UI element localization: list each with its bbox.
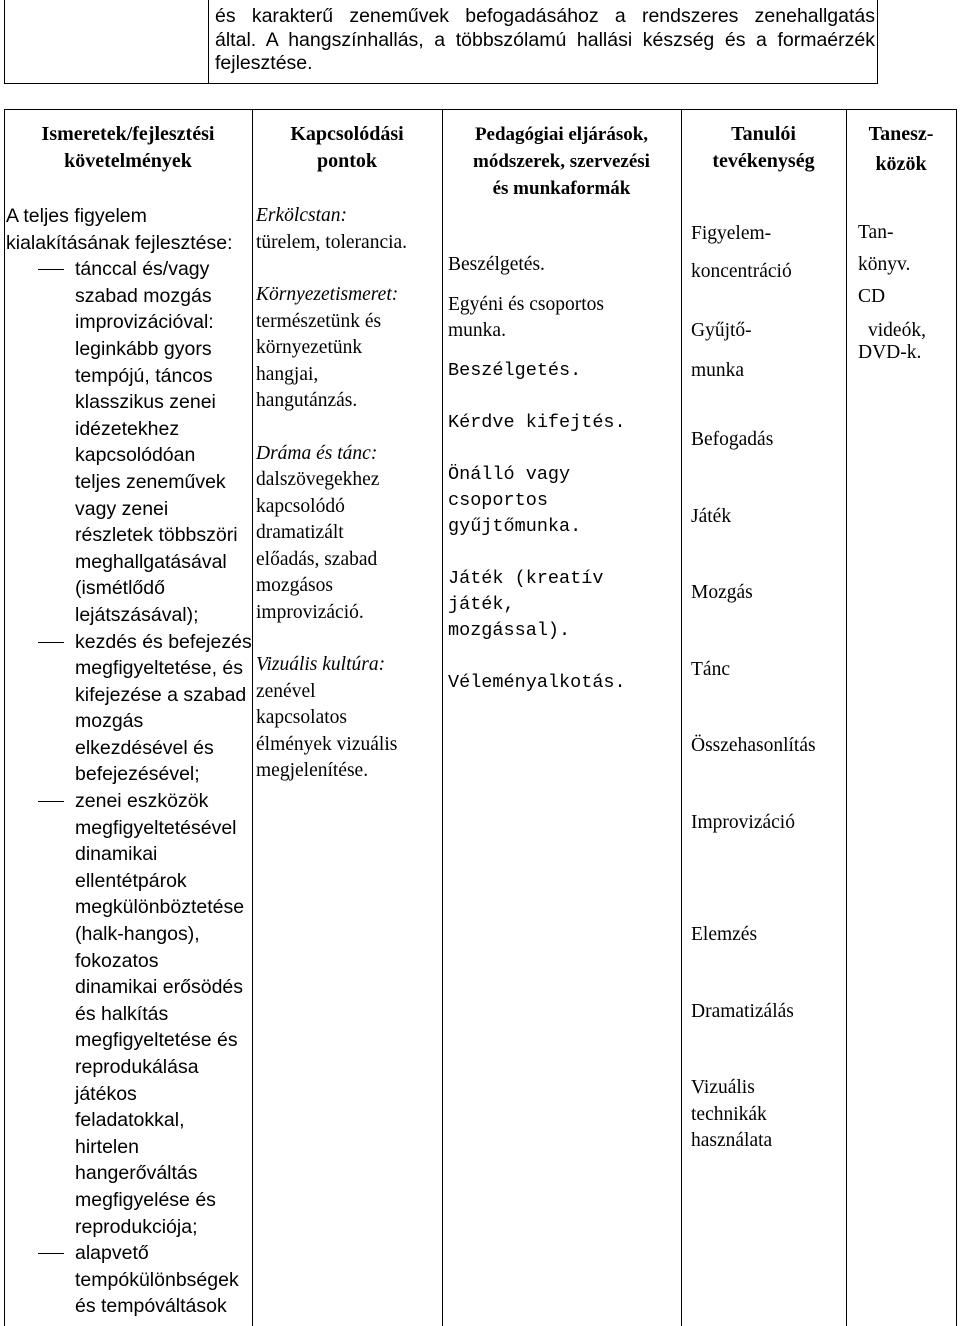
table-left-border [4, 109, 5, 1326]
header-tools [846, 121, 956, 178]
method-item [448, 292, 681, 344]
bullet-item [6, 1240, 252, 1320]
activity-line: munka [691, 360, 745, 381]
bullet-line: lejátszásával); [75, 603, 199, 626]
method-item [448, 410, 681, 436]
bullet-line: tánccal és/vagy [75, 258, 210, 281]
activity-item [691, 215, 846, 291]
method-line: Beszélgetés. [448, 360, 582, 381]
connection-line: hangjai, [256, 363, 319, 385]
activity-item [691, 311, 846, 391]
bullet-line: megfigyeltetésével [75, 816, 237, 839]
top-continuation-box [4, 0, 878, 84]
activity-item [691, 427, 846, 454]
activity-item [691, 580, 846, 607]
connection-line: megjelenítése. [256, 760, 369, 781]
bullet-item [6, 629, 252, 789]
header-line: követelmények [64, 150, 192, 172]
activity-line: Játék [691, 505, 732, 527]
knowledge-column [6, 203, 252, 1320]
intro-line: kialakításának fejlesztése: [6, 231, 233, 254]
activity-item [691, 922, 846, 949]
activity-item [691, 1075, 846, 1155]
bullet-line: megfigyeltetése és [75, 1029, 238, 1052]
activity-line: Figyelem- [691, 223, 772, 244]
method-line: Kérdve kifejtés. [448, 412, 626, 433]
connection-line: környezetünk [256, 337, 363, 358]
bullet-line: leginkább gyors [75, 337, 212, 360]
top-line: által. A hangszínhallás, a többszólamú hallási készség és a formaérzék [215, 28, 875, 51]
header-line: pontok [316, 150, 378, 172]
bullet-line: kapcsolódóan [75, 444, 196, 467]
header-student-activity [681, 121, 846, 175]
column-divider [681, 109, 682, 1326]
activity-line: technikák [691, 1103, 767, 1125]
bullet-line: alapvető [75, 1242, 149, 1265]
connection-line: kapcsolatos [256, 707, 347, 728]
bullet-line: kifejezése a szabad [75, 683, 247, 706]
bullet-line: fokozatos [75, 949, 159, 972]
bullet-line: hirtelen [75, 1135, 139, 1158]
connection-line: improvizáció. [256, 601, 364, 623]
connection-block [256, 203, 442, 256]
activity-item [691, 504, 846, 531]
connection-line: előadás, szabad [256, 548, 378, 570]
activity-line: Összehasonlítás [691, 735, 816, 756]
connection-line: hangutánzás. [256, 390, 358, 411]
connection-line: dramatizált [256, 522, 344, 543]
bullet-line: reprodukálása [75, 1056, 199, 1078]
bullet-line: vagy zenei [75, 497, 169, 520]
bullet-line: kezdés és befejezés [75, 630, 252, 653]
table-right-border [956, 109, 957, 1326]
bullet-line: dinamikai [75, 843, 158, 866]
table-top-border [4, 109, 957, 110]
top-line: és karakterű zeneművek befogadásához a rendszeres zenehallgatás [215, 5, 875, 27]
activity-line: Gyűjtő- [691, 320, 752, 341]
header-line: módszerek, szervezési [473, 151, 650, 172]
bullet-line: szabad mozgás [75, 284, 212, 307]
bullet-line: részletek többszöri [75, 524, 238, 547]
connection-title: Erkölcstan: [256, 205, 347, 226]
method-line: Véleményalkotás. [448, 672, 626, 693]
connection-line: természetünk és [256, 310, 382, 332]
header-knowledge [4, 121, 252, 175]
top-paragraph [215, 5, 875, 76]
activity-item [691, 657, 846, 684]
header-line: Tanesz- [868, 123, 934, 145]
connection-line: kapcsolódó [256, 495, 345, 517]
column-divider [846, 109, 847, 1326]
activity-line: Dramatizálás [691, 1000, 794, 1022]
method-item [448, 462, 681, 540]
connection-title: Környezetismeret: [256, 284, 399, 305]
tool-line: CD [858, 286, 886, 307]
bullet-line: feladatokkal, [75, 1109, 185, 1132]
tool-line: könyv. [858, 254, 911, 275]
activity-item [691, 999, 846, 1026]
bullet-line: (ismétlődő [75, 577, 165, 600]
bullet-line: hangerőváltás [75, 1162, 198, 1185]
header-line: Kapcsolódási [290, 123, 404, 145]
connection-line: élmények vizuális [256, 733, 398, 755]
tool-line: videók, [868, 320, 926, 341]
bullet-line: improvizációval: [75, 311, 214, 334]
connection-line: zenével [256, 680, 316, 702]
activity-line: koncentráció [691, 261, 792, 282]
activity-line: Tánc [691, 658, 730, 680]
column-divider [252, 109, 253, 1326]
bullet-line: ellentétpárok [75, 869, 187, 892]
activity-line: Mozgás [691, 582, 753, 603]
top-line: fejlesztése. [215, 52, 313, 74]
connection-line: mozgásos [256, 575, 333, 596]
column-divider [442, 109, 443, 1326]
activity-item [691, 733, 846, 760]
bullet-line: tempókülönbségek [75, 1268, 239, 1291]
method-line: mozgással). [448, 620, 571, 641]
bullet-line: reprodukciója; [75, 1215, 198, 1238]
connection-line: dalszövegekhez [256, 469, 380, 490]
connection-line: türelem, tolerancia. [256, 231, 408, 253]
bullet-item [6, 256, 252, 628]
bullet-line: befejezésével; [75, 763, 200, 786]
bullet-item [6, 788, 252, 1240]
bullet-line: megkülönböztetése [75, 896, 245, 919]
method-line: Beszélgetés. [448, 254, 545, 275]
bullet-line: mozgás [75, 710, 144, 733]
bullet-line: idézetekhez [75, 417, 180, 440]
header-line: Ismeretek/fejlesztési [41, 123, 215, 145]
activity-line: Vizuális [691, 1077, 755, 1098]
method-item [448, 252, 681, 278]
method-item [448, 566, 681, 644]
connection-title: Dráma és tánc: [256, 442, 378, 464]
bullet-line: megfigyelése és [75, 1188, 216, 1211]
bullet-line: klasszikus zenei [75, 391, 216, 414]
connections-column [256, 203, 442, 785]
activity-line: Befogadás [691, 429, 774, 450]
method-line: Egyéni és csoportos [448, 294, 604, 315]
connection-block [256, 441, 442, 627]
header-line: közök [875, 153, 927, 175]
bullet-line: teljes zeneművek [75, 470, 226, 493]
top-text-cell [208, 0, 877, 83]
method-line: munka. [448, 320, 506, 341]
method-line: Önálló vagy [448, 464, 571, 485]
curriculum-table [4, 109, 957, 1326]
bullet-line: megfigyeltetése, és [75, 657, 244, 680]
bullet-line: és halkítás [75, 1002, 169, 1025]
method-item [448, 670, 681, 696]
bullet-line: zenei eszközök [75, 790, 209, 813]
activity-line: használata [691, 1130, 773, 1151]
tools-column [858, 215, 956, 371]
bullet-line: játékos [75, 1082, 137, 1105]
connection-title: Vizuális kultúra: [256, 654, 386, 675]
tool-line: DVD-k. [858, 342, 922, 363]
bullet-line: meghallgatásával [75, 550, 227, 573]
method-line: gyűjtőmunka. [448, 516, 582, 537]
bullet-line: dinamikai erősödés [75, 976, 244, 999]
bullet-line: tempójú, táncos [75, 364, 213, 387]
activity-line: Elemzés [691, 924, 758, 945]
methods-column [448, 252, 681, 696]
method-line: csoportos [448, 490, 548, 511]
bullet-line: és tempóváltások [75, 1295, 227, 1318]
student-activity-column [691, 215, 846, 1155]
method-line: Játék (kreatív [448, 568, 604, 589]
header-line: és munkaformák [492, 178, 631, 199]
header-line: Pedagógiai eljárások, [474, 124, 649, 145]
header-connections [252, 121, 442, 175]
header-line: tevékenység [712, 150, 815, 172]
connection-block [256, 282, 442, 415]
method-item [448, 358, 681, 384]
bullet-line: elkezdésével és [75, 736, 214, 759]
activity-line: Improvizáció [691, 811, 795, 833]
tool-line: Tan- [858, 222, 894, 243]
header-line: Tanulói [731, 123, 796, 145]
connection-block [256, 652, 442, 785]
header-methods [442, 121, 681, 202]
method-line: játék, [448, 594, 515, 615]
activity-item [691, 810, 846, 837]
intro-line: A teljes figyelem [6, 205, 147, 227]
bullet-line: (halk-hangos), [75, 923, 200, 946]
